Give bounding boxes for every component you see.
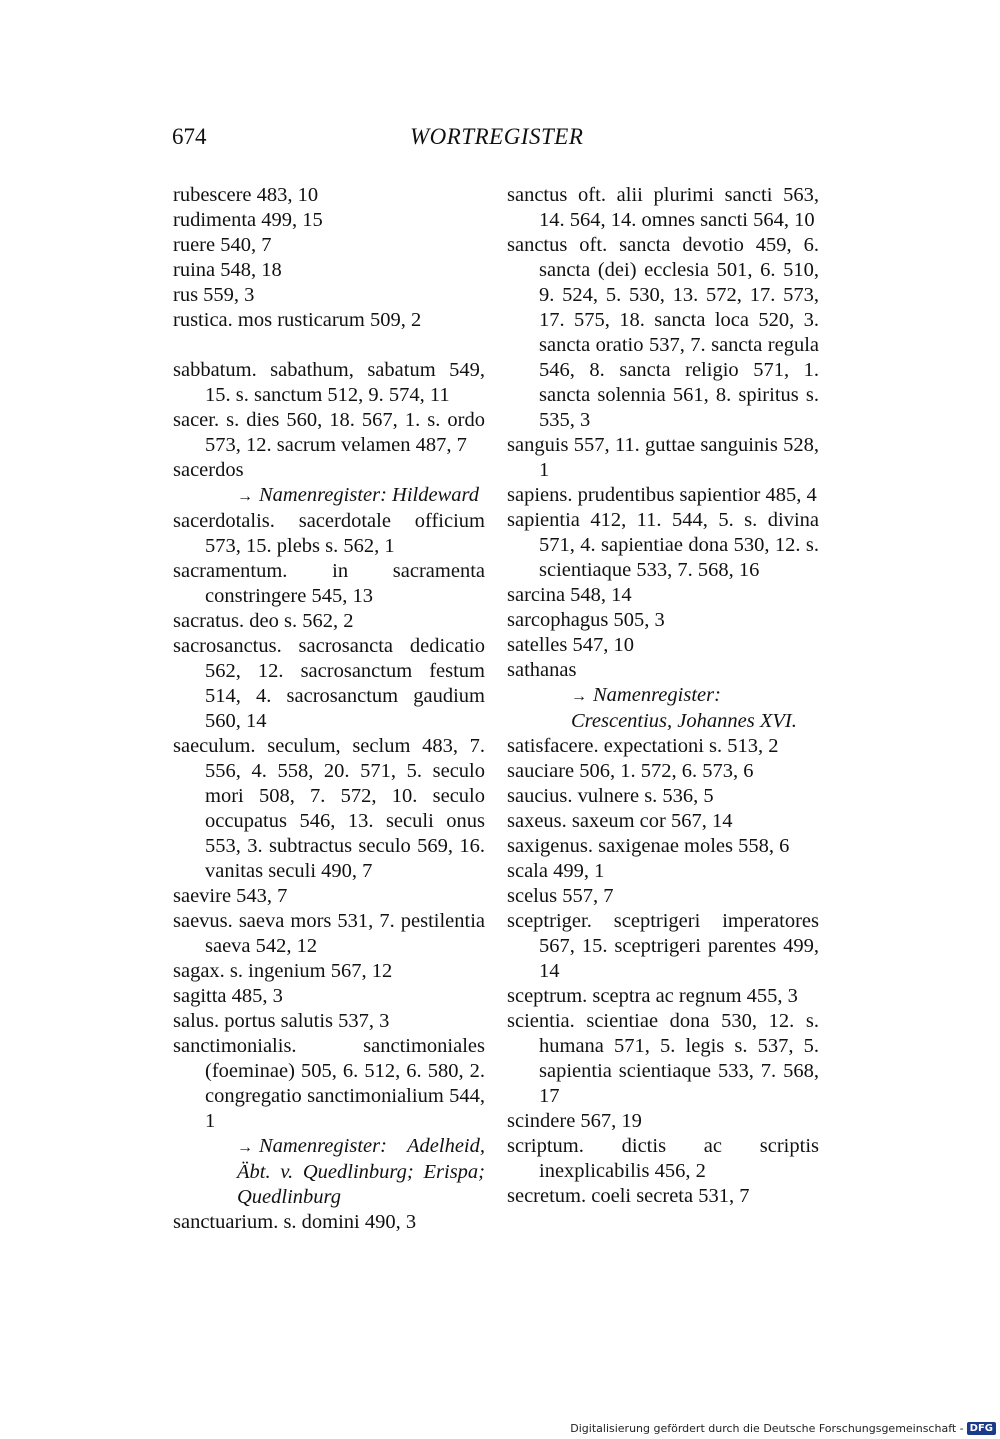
index-entry [173,283,485,308]
entry-text: scala 499, 1 [507,860,605,882]
index-entry [173,183,485,208]
entry-text: sanctuarium. s. domini 490, 3 [173,1211,417,1233]
entry-text: saeculum. seculum, seclum 483, 7. 556, 4. 558, 20. 571, 5. seculo mori 508, 7. 572, 10. seculo occupatus 546, 13. seculi onus 553, 3. subtractus seculo 569, 16. vanitas seculi 490, 7 [173,735,485,882]
running-title: WORTREGISTER [410,124,584,149]
entry-text: saucius. vulnere s. 536, 5 [507,785,714,807]
entry-text: sagitta 485, 3 [173,985,283,1007]
index-entry [507,1109,819,1134]
entry-text: scelus 557, 7 [507,885,614,907]
index-entry [507,658,819,734]
index-entry [173,258,485,283]
index-entry [507,508,819,583]
entry-text: sacerdotalis. sacerdotale officium 573, 15. plebs s. 562, 1 [173,510,485,557]
page-number: 674 [172,124,207,149]
index-entry [173,458,485,509]
cross-reference-text: Namenregister: Adelheid, Äbt. v. Quedlinburg; Erispa; Quedlinburg [237,1135,485,1208]
index-entry [173,909,485,959]
index-entry [173,609,485,634]
index-entry [507,734,819,759]
index-entry [173,984,485,1009]
entry-text: sceptriger. sceptrigeri imperatores 567, 15. sceptrigeri parentes 499, 14 [507,910,819,982]
entry-text: sacerdos [173,459,244,481]
index-entry [507,884,819,909]
index-entry [173,959,485,984]
index-entry [173,408,485,458]
index-entry [507,1184,819,1209]
index-entry [173,358,485,408]
entry-text: sacratus. deo s. 562, 2 [173,610,354,632]
entry-text: rustica. mos rusticarum 509, 2 [173,309,422,331]
entry-text: saevire 543, 7 [173,885,288,907]
entry-text: sauciare 506, 1. 572, 6. 573, 6 [507,760,754,782]
index-entry [173,233,485,258]
index-entry [173,884,485,909]
entry-text: sceptrum. sceptra ac regnum 455, 3 [507,985,798,1007]
index-entry [507,608,819,633]
index-entry [173,509,485,559]
entry-text: saxigenus. saxigenae moles 558, 6 [507,835,790,857]
entry-text: rus 559, 3 [173,284,255,306]
entry-text: sagax. s. ingenium 567, 12 [173,960,393,982]
entry-text: secretum. coeli secreta 531, 7 [507,1185,750,1207]
index-entry [507,909,819,984]
entry-text: ruere 540, 7 [173,234,272,256]
arrow-right-icon: → [237,1139,253,1156]
cross-reference [205,483,485,509]
index-entry [173,1034,485,1210]
cross-reference [205,1134,485,1210]
entry-text: sarcina 548, 14 [507,584,632,606]
credit-text: Digitalisierung gefördert durch die Deutsche Forschungsgemeinschaft - [570,1422,964,1435]
index-entry [507,759,819,784]
index-entry [173,734,485,884]
entry-text: rubescere 483, 10 [173,184,319,206]
index-entry [507,984,819,1009]
index-entry [173,559,485,609]
entry-text: sarcophagus 505, 3 [507,609,665,631]
entry-text: ruina 548, 18 [173,259,282,281]
entry-text: salus. portus salutis 537, 3 [173,1010,390,1032]
digitization-credit [570,1422,996,1435]
cross-reference-text: Namenregister: Crescentius, Johannes XVI. [571,684,797,732]
entry-text: sabbatum. sabathum, sabatum 549, 15. s. sanctum 512, 9. 574, 11 [173,359,485,406]
index-entry [173,1009,485,1034]
entry-text: scindere 567, 19 [507,1110,642,1132]
entry-text: sanguis 557, 11. guttae sanguinis 528, 1 [507,434,819,481]
index-entry [173,1210,485,1235]
index-entry [173,308,485,333]
entry-text: saevus. saeva mors 531, 7. pestilentia saeva 542, 12 [173,910,485,957]
entry-text: sapientia 412, 11. 544, 5. s. divina 571, 4. sapientiae dona 530, 12. s. scientiaque 533, 7. 568, 16 [507,509,819,581]
entry-text: satisfacere. expectationi s. 513, 2 [507,735,779,757]
entry-text: scriptum. dictis ac scriptis inexplicabilis 456, 2 [507,1135,819,1182]
index-entry [507,1134,819,1184]
index-entry [507,583,819,608]
index-entry [507,859,819,884]
index-entry [507,483,819,508]
entry-text: saxeus. saxeum cor 567, 14 [507,810,733,832]
index-entry [507,809,819,834]
entry-text: rudimenta 499, 15 [173,209,323,231]
entry-text: sathanas [507,659,577,681]
entry-text: sanctimonialis. sanctimoniales (foeminae) 505, 6. 512, 6. 580, 2. congregatio sanctimonialium 544, 1 [173,1035,485,1132]
index-entry [507,784,819,809]
entry-text: sapiens. prudentibus sapientior 485, 4 [507,484,817,506]
cross-reference [539,683,819,734]
cross-reference-text: Namenregister: Hildeward [259,484,479,506]
entry-text: satelles 547, 10 [507,634,634,656]
arrow-right-icon: → [237,488,253,505]
entry-text: sanctus oft. sancta devotio 459, 6. sancta (dei) ecclesia 501, 6. 510, 9. 524, 5. 530, 13. 572, 17. 573, 17. 575, 18. sancta loca 520, 3. sancta oratio 537, 7. sancta regula 546, 8. sancta religio 571, 1. sancta solennia 561, 8. spiritus s. 535, 3 [507,234,819,431]
entry-text: sacer. s. dies 560, 18. 567, 1. s. ordo 573, 12. sacrum velamen 487, 7 [173,409,485,456]
index-entry [507,834,819,859]
index-column-left [173,183,485,1235]
entry-text: sacrosanctus. sacrosancta dedicatio 562, 12. sacrosanctum festum 514, 4. sacrosanctum gaudium 560, 14 [173,635,485,732]
arrow-right-icon: → [571,688,587,705]
index-entry [507,1009,819,1109]
index-entry [507,433,819,483]
index-entry [507,233,819,433]
index-entry [507,183,819,233]
index-column-right [507,183,819,1209]
index-entry [173,208,485,233]
index-entry [507,633,819,658]
entry-text: sacramentum. in sacramenta constringere 545, 13 [173,560,485,607]
index-entry [173,634,485,734]
entry-text: sanctus oft. alii plurimi sancti 563, 14. 564, 14. omnes sancti 564, 10 [507,184,819,231]
entry-text: scientia. scientiae dona 530, 12. s. humana 571, 5. legis s. 537, 5. sapientia scientiaque 533, 7. 568, 17 [507,1010,819,1107]
dfg-logo: DFG [967,1422,996,1435]
